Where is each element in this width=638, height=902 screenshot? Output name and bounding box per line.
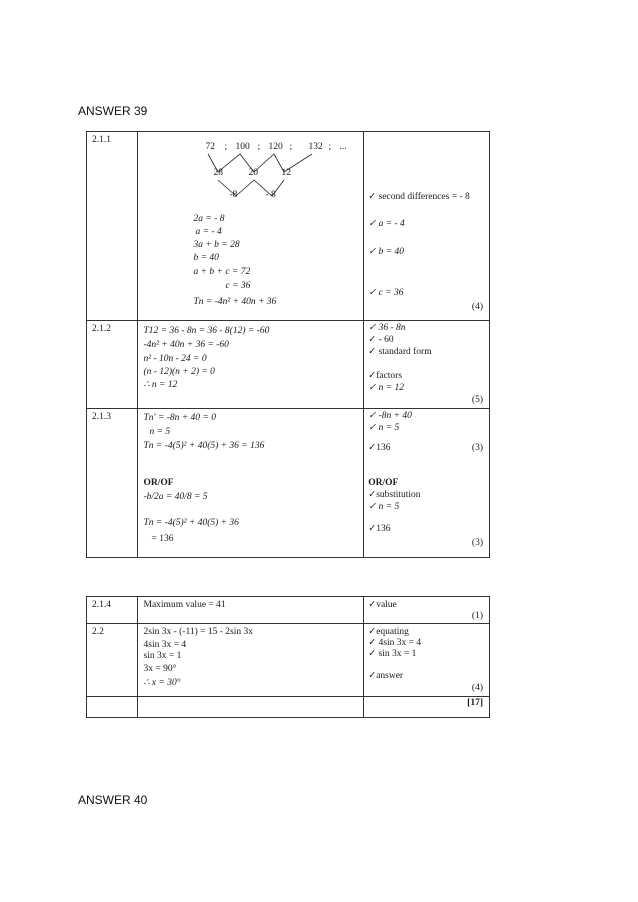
working-cell xyxy=(137,597,364,624)
grand-total: [17] xyxy=(467,698,483,708)
working-line: n² - 10n - 24 = 0 xyxy=(143,354,207,364)
second-difference: -8 xyxy=(229,190,238,200)
mark-total: (1) xyxy=(471,611,483,621)
mark-criterion: ✓factors xyxy=(368,371,403,381)
alternative-heading: OR/OF xyxy=(368,478,399,488)
marks-cell xyxy=(364,321,490,409)
sequence-ellipsis: ... xyxy=(339,142,347,152)
answer-39-heading: ANSWER 39 xyxy=(78,104,148,118)
marks-cell xyxy=(364,409,490,558)
sequence-term: 120 xyxy=(268,142,283,152)
working-line: Tn' = -8n + 40 = 0 xyxy=(143,413,216,423)
mark-criterion: ✓ 36 - 8n xyxy=(368,323,406,333)
mark-total: (4) xyxy=(471,683,483,693)
sequence-term: 72 xyxy=(205,142,215,152)
working-line: 3a + b = 28 xyxy=(193,240,240,250)
working-line: b = 40 xyxy=(193,253,219,263)
mark-criterion: ✓ sin 3x = 1 xyxy=(368,649,417,659)
marks-cell xyxy=(364,132,490,321)
mark-criterion: ✓answer xyxy=(368,671,404,681)
sequence-separator: ; xyxy=(257,142,261,152)
working-line: -4n² + 40n + 36 = -60 xyxy=(143,340,229,350)
mark-total: (5) xyxy=(471,395,483,405)
working-line: -b/2a = 40/8 = 5 xyxy=(143,492,208,502)
working-line: n = 5 xyxy=(149,427,171,437)
general-term-formula: Tn = -4n² + 40n + 36 xyxy=(193,297,277,307)
question-number-cell xyxy=(87,409,138,558)
sequence-term: 100 xyxy=(235,142,250,152)
working-line: = 136 xyxy=(151,534,174,544)
working-cell xyxy=(137,624,364,697)
working-line: a + b + c = 72 xyxy=(193,267,251,277)
working-line: ∴ x = 30° xyxy=(143,678,181,688)
second-difference: - 8 xyxy=(265,190,276,200)
marks-cell xyxy=(364,624,490,697)
mark-criterion: ✓ n = 5 xyxy=(368,423,400,433)
memo-table-questions-2-1-1-to-2-1-3 xyxy=(86,131,490,558)
question-number-cell xyxy=(87,624,138,697)
alternative-heading: OR/OF xyxy=(143,478,174,488)
sequence-term: 132 xyxy=(308,142,323,152)
mark-criterion: ✓ - 60 xyxy=(368,335,394,345)
first-difference: 12 xyxy=(281,168,291,178)
mark-criterion: ✓136 xyxy=(368,524,391,534)
question-number: 2.1.1 xyxy=(92,135,111,145)
question-number-cell xyxy=(87,132,138,321)
empty-cell xyxy=(137,697,364,718)
question-number: 2.1.2 xyxy=(92,324,111,334)
mark-criterion: ✓ n = 5 xyxy=(368,502,400,512)
memo-table-questions-2-1-4-and-2-2 xyxy=(86,596,490,718)
mark-total: (3) xyxy=(471,443,483,453)
working-line: T12 = 36 - 8n = 36 - 8(12) = -60 xyxy=(143,326,270,336)
marks-cell xyxy=(364,597,490,624)
mark-criterion: ✓ standard form xyxy=(368,347,432,357)
question-number: 2.2 xyxy=(92,627,104,637)
mark-criterion: ✓ b = 40 xyxy=(368,247,404,257)
empty-cell xyxy=(87,697,138,718)
mark-criterion: ✓value xyxy=(368,600,397,610)
mark-total: (4) xyxy=(471,302,483,312)
question-number: 2.1.3 xyxy=(92,412,111,422)
first-difference: 28 xyxy=(213,168,223,178)
working-line: 4sin 3x = 4 xyxy=(143,640,187,650)
working-line: Tn = -4(5)² + 40(5) + 36 xyxy=(143,518,239,528)
working-line: 3x = 90° xyxy=(143,664,177,674)
mark-criterion: ✓ 4sin 3x = 4 xyxy=(368,638,422,648)
mark-criterion: ✓136 xyxy=(368,443,391,453)
grand-total-cell xyxy=(364,697,490,718)
mark-criterion: ✓ n = 12 xyxy=(368,383,404,393)
question-number: 2.1.4 xyxy=(92,600,111,610)
working-line: c = 36 xyxy=(225,281,251,291)
mark-criterion: ✓ c = 36 xyxy=(368,288,404,298)
question-number-cell xyxy=(87,597,138,624)
first-difference: 20 xyxy=(248,168,258,178)
mark-criterion: ✓equating xyxy=(368,627,409,637)
working-line: 2a = - 8 xyxy=(193,214,225,224)
working-line: a = - 4 xyxy=(195,227,222,237)
mark-total: (3) xyxy=(471,538,483,548)
question-number-cell xyxy=(87,321,138,409)
mark-criterion: ✓ second differences = - 8 xyxy=(368,192,470,202)
working-line: Maximum value = 41 xyxy=(143,600,226,610)
working-line: Tn = -4(5)² + 40(5) + 36 = 136 xyxy=(143,441,265,451)
working-line: 2sin 3x - (-11) = 15 - 2sin 3x xyxy=(143,627,253,637)
working-cell xyxy=(137,321,364,409)
sequence-separator: ; xyxy=(224,142,228,152)
working-cell xyxy=(137,409,364,558)
working-line: (n - 12)(n + 2) = 0 xyxy=(143,367,215,377)
mark-criterion: ✓ a = - 4 xyxy=(368,219,405,229)
working-line: ∴ n = 12 xyxy=(143,380,178,390)
working-line: sin 3x = 1 xyxy=(143,651,182,661)
answer-40-heading: ANSWER 40 xyxy=(78,793,148,807)
sequence-separator: ; xyxy=(328,142,332,152)
mark-criterion: ✓ -8n + 40 xyxy=(368,411,412,421)
sequence-separator: ; xyxy=(289,142,293,152)
mark-criterion: ✓substitution xyxy=(368,490,421,500)
working-cell xyxy=(137,132,364,321)
